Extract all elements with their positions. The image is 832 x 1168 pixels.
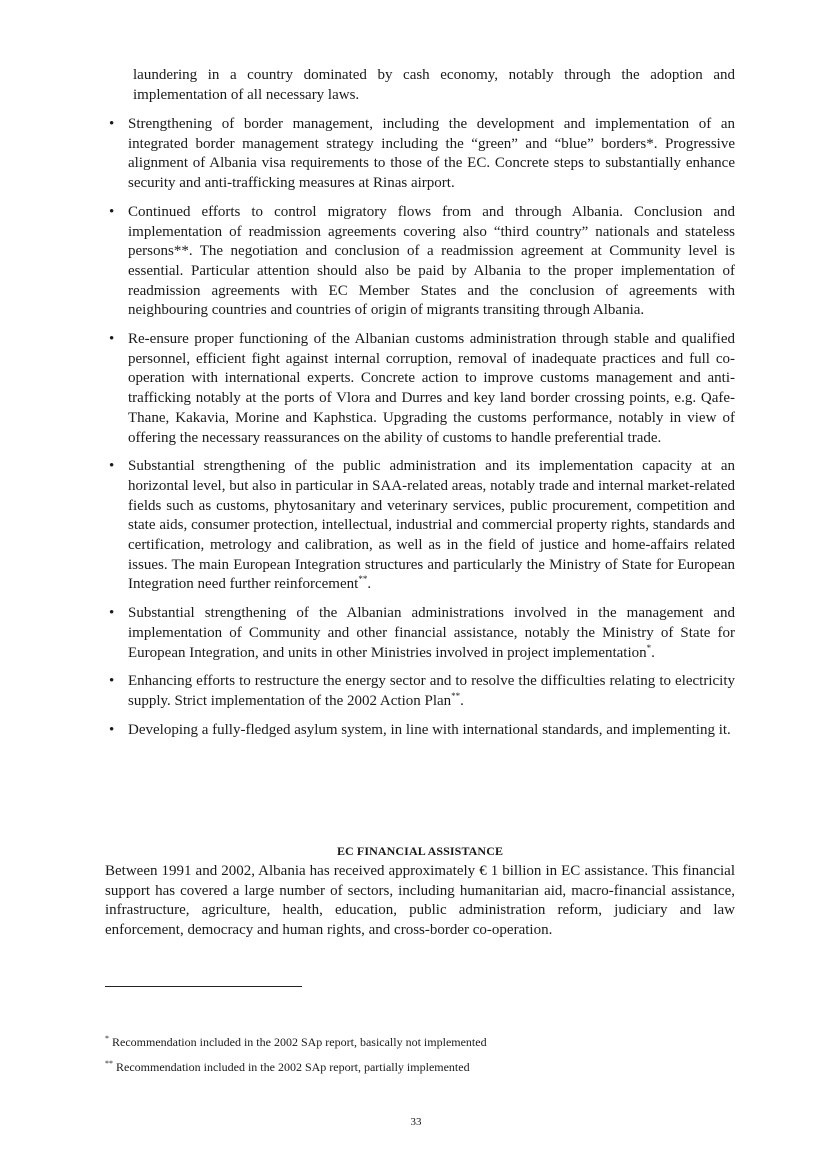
list-item-text: Substantial strengthening of the public administration and its implementation capacity at an horizontal level, but also in particular in SAA-related areas, notably trade and internal market-related fields such as customs, phytosanitary and veterinary services, public procurement, competition and state aids, consumer protection, intellectual, industrial and commercial property rights, standards and certification, metrology and calibration, as well as in the field of justice and home-affairs related issues. The main European Integration structures and particularly the Ministry of State for European Integration need further reinforcement [128,458,735,593]
bullet-icon: • [109,203,115,220]
list-item-tail: . [651,644,655,661]
section-paragraph: Between 1991 and 2002, Albania has received approximately € 1 billion in EC assistance. This financial support has covered a large number of sectors, including humanitarian aid, macro-financial assistance, infrastructure, agriculture, health, education, public administration reform, judiciary and law enforcement, democracy and human rights, and cross-border co-operation. [105,863,735,939]
bullet-icon: • [109,605,115,622]
footnote [105,1056,735,1075]
footnote-reference: * [646,642,652,653]
list-item [105,604,735,663]
bullet-icon: • [109,673,115,690]
footnote-reference: ** [451,690,461,701]
list-item-text: Continued efforts to control migratory flows from and through Albania. Conclusion and implementation of readmission agreements covering also “third country” nationals and stateless persons**. The negotiation and conclusion of a readmission agreement at Community level is essential. Particular attention should also be paid by Albania to the proper implementation of readmission agreements with EC Member States and the conclusion of agreements with neighbouring countries and countries of origin of migrants transiting through Albania. [128,203,735,319]
footnote-mark: ** [105,1059,113,1068]
list-item [105,115,735,194]
list-item [105,721,735,741]
list-item-tail: . [460,692,464,709]
list-item-text: Enhancing efforts to restructure the energy sector and to resolve the difficulties relating to electricity supply. Strict implementation of the 2002 Action Plan [128,673,735,709]
list-item-text: Developing a fully-fledged asylum system, in line with international standards, and implementing it. [128,721,731,738]
footnote [105,1031,735,1050]
list-item [105,330,735,448]
page-number: 33 [410,1116,422,1128]
list-item-text: Strengthening of border management, including the development and implementation of an integrated border management strategy including the “green” and “blue” borders*. Progressive alignment of Albania visa requirements to those of the EC. Concrete steps to substantially enhance security and anti-trafficking measures at Rinas airport. [128,116,735,192]
bullet-icon: • [109,331,115,348]
list-item [105,672,735,711]
bullet-icon: • [109,458,115,475]
list-item [105,457,735,595]
bullet-icon: • [109,116,115,132]
footnote-reference: ** [358,574,368,585]
bullet-icon: • [109,721,115,738]
list-item-tail: . [367,576,372,593]
recommendation-list [105,115,735,749]
footnote-mark: * [105,1034,109,1043]
footnote-text: Recommendation included in the 2002 SAp report, partially implemented [116,1060,470,1074]
list-item [105,203,735,321]
footnote-text: Recommendation included in the 2002 SAp report, basically not implemented [112,1035,487,1049]
list-item-text: Substantial strengthening of the Albanian administrations involved in the management and implementation of Community and other financial assistance, notably the Ministry of State for European Integration, and units in other Ministries involved in project implementation [128,605,735,661]
footnote-divider [105,986,302,987]
section-heading: EC FINANCIAL ASSISTANCE [336,844,504,858]
continued-paragraph: laundering in a country dominated by cash economy, notably through the adoption and implementation of all necessary laws. [133,67,735,103]
list-item-text: Re-ensure proper functioning of the Albanian customs administration through stable and qualified personnel, efficient fight against internal corruption, removal of inadequate practices and full co-operation with international experts. Concrete action to improve customs management and anti-trafficking notably at the ports of Vlora and Durres and key land border crossing points, e.g. Qafe-Thane, Kakavia, Morine and Kaphstica. Upgrading the customs performance, notably in view of offering the necessary reassurances on the ability of customs to handle preferential trade. [128,331,735,446]
